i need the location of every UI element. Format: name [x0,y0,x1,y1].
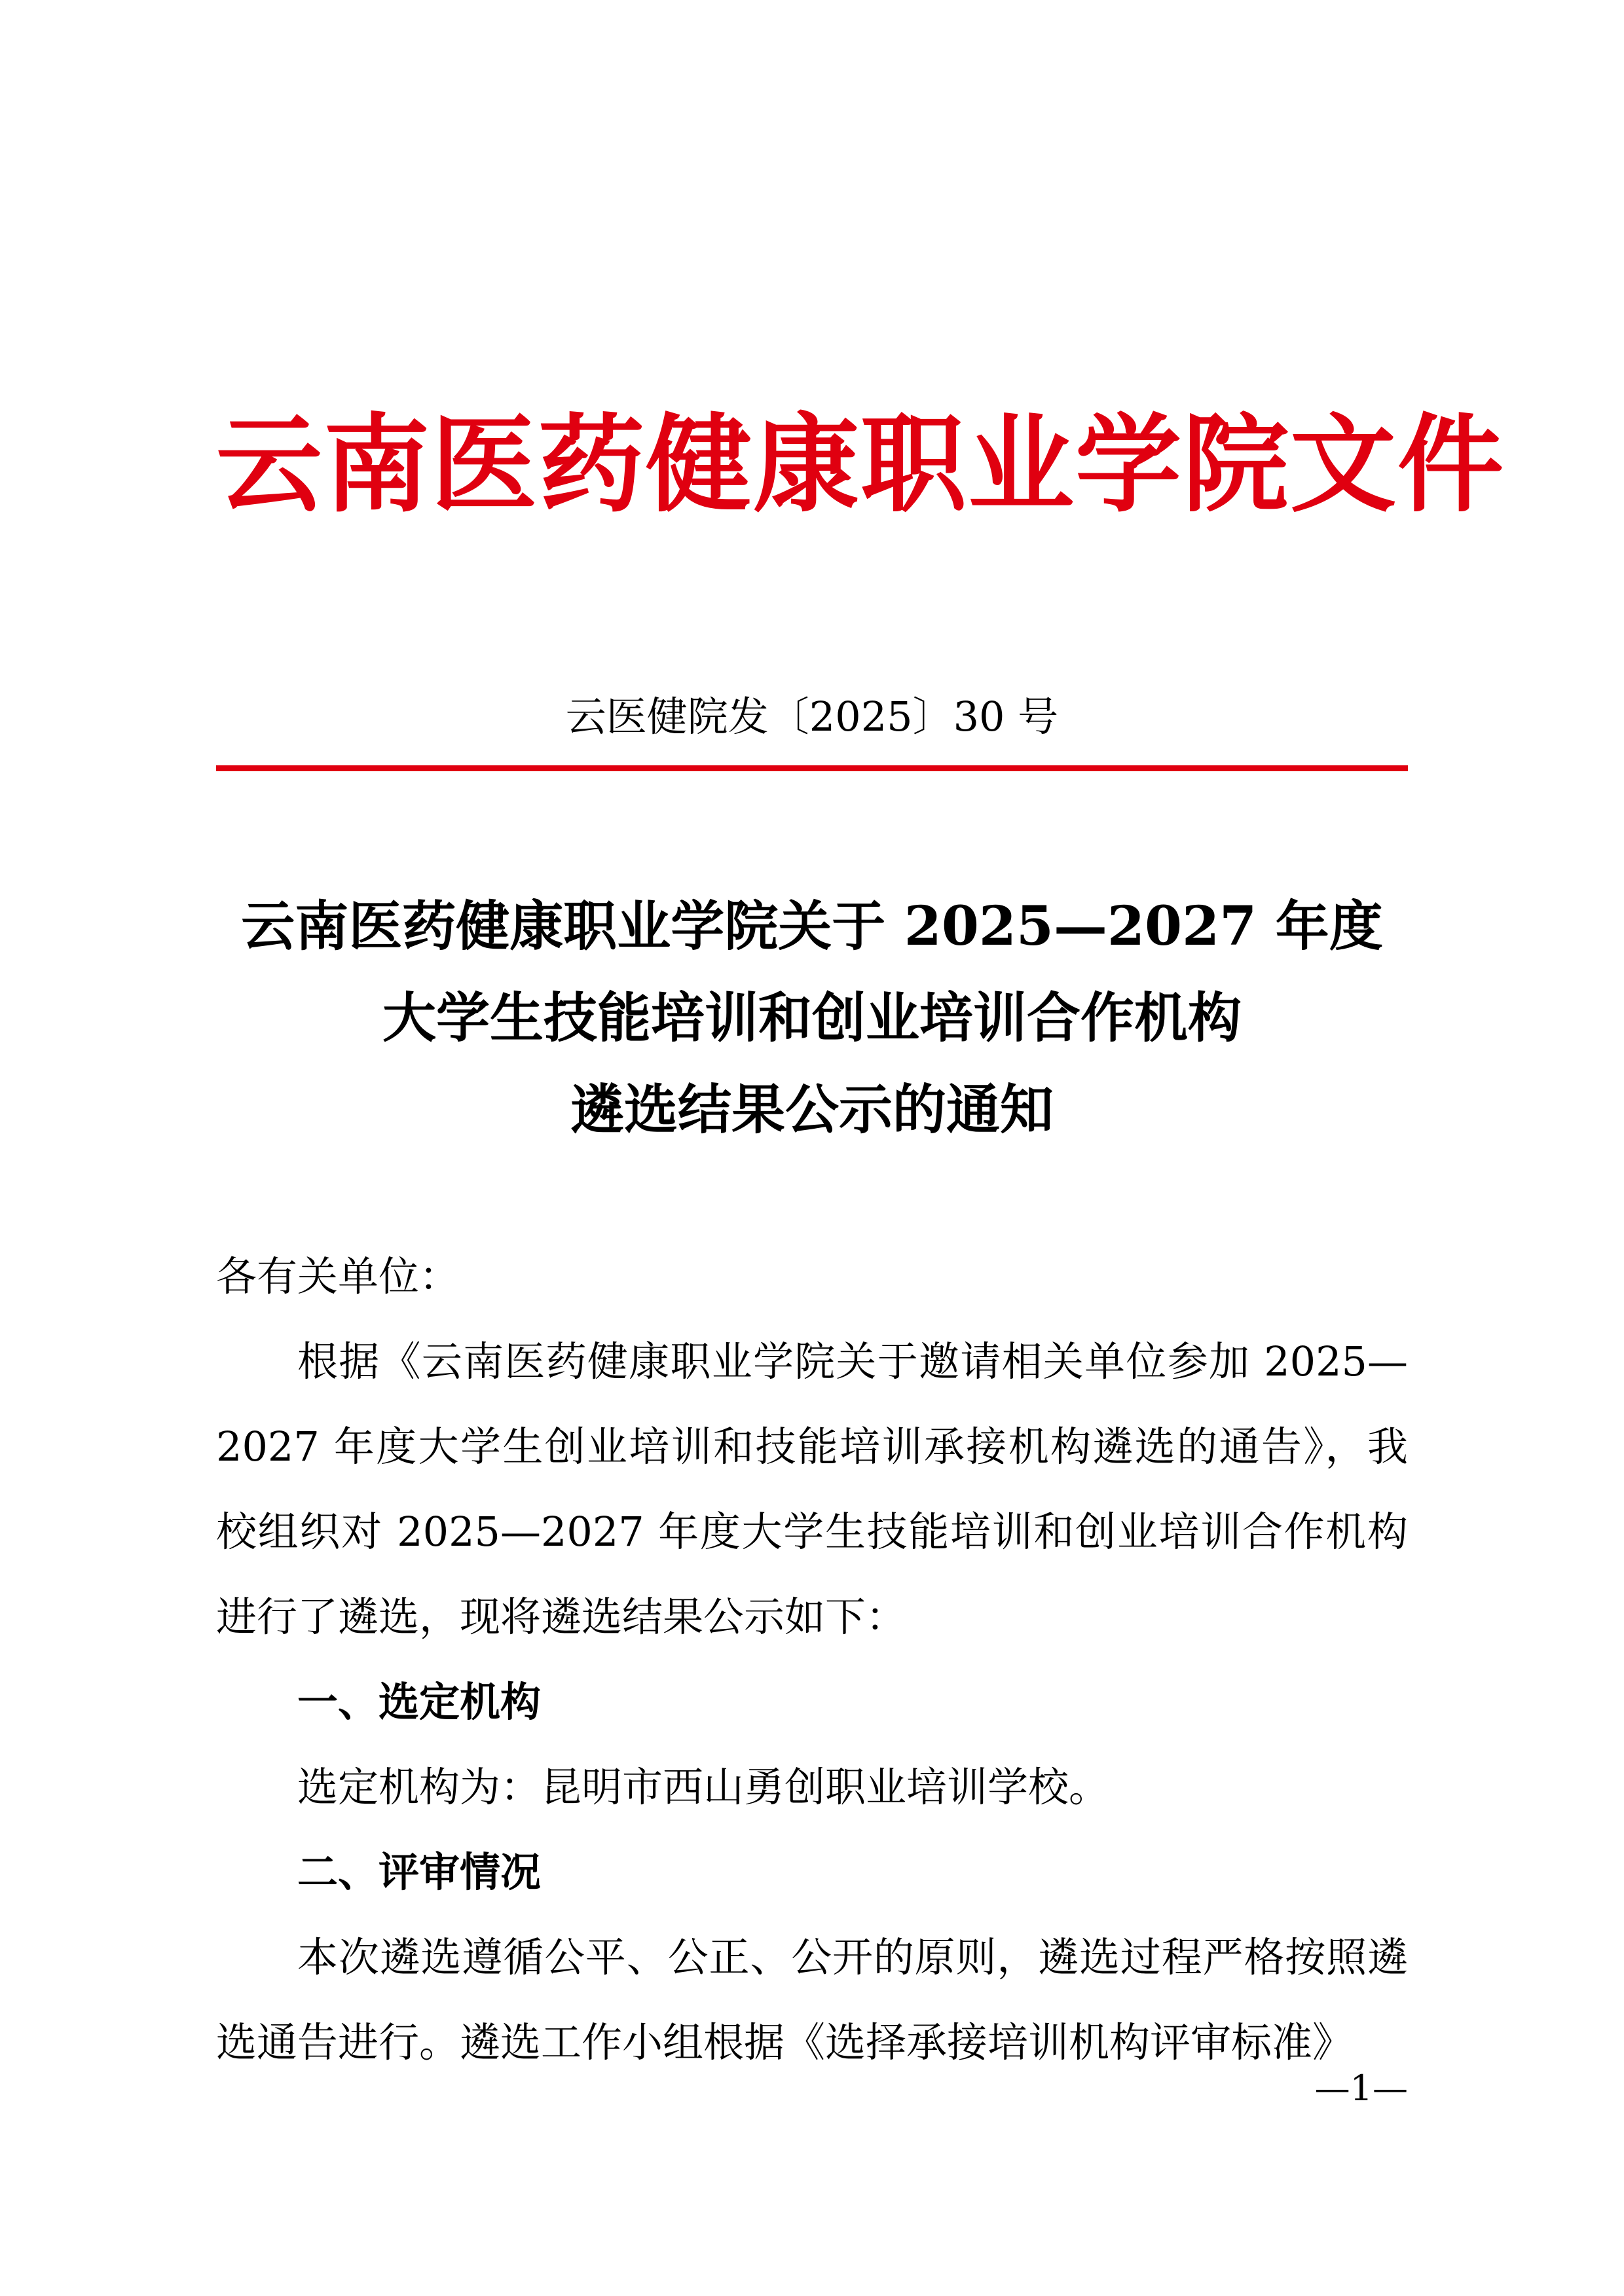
title-line-3: 遴选结果公示的通知 [570,1078,1054,1141]
page-number: —1— [1314,2068,1408,2109]
title-line-2: 大学生技能培训和创业培训合作机构 [382,987,1242,1049]
document-number: 云医健院发〔2025〕30 号 [565,693,1059,740]
masthead-title: 云南医药健康职业学院文件 [216,403,1505,527]
notice-title [216,881,1408,1156]
selected-institution-paragraph: 选定机构为：昆明市西山勇创职业培训学校。 [297,1763,1110,1811]
red-divider-line [216,765,1408,771]
salutation: 各有关单位： [216,1252,460,1300]
section-heading-review: 二、评审情况 [297,1848,542,1896]
section-heading-selected-institution: 一、选定机构 [297,1678,542,1726]
review-paragraph: 本次遴选遵循公平、公正、公开的原则，遴选过程严格按照遴选通告进行。遴选工作小组根据《选择承接培训机构评审标准》 [216,1933,1408,2066]
intro-paragraph: 根据《云南医药健康职业学院关于邀请相关单位参加 2025—2027 年度大学生创业培训和技能培训承接机构遴选的通告》，我校组织对 2025—2027 年度大学生技能培训和创业培训合作机构进行了遴选，现将遴选结果公示如下： [216,1338,1408,1641]
title-line-1: 云南医药健康职业学院关于 2025—2027 年度 [241,895,1383,958]
notice-body [216,1234,1408,2085]
